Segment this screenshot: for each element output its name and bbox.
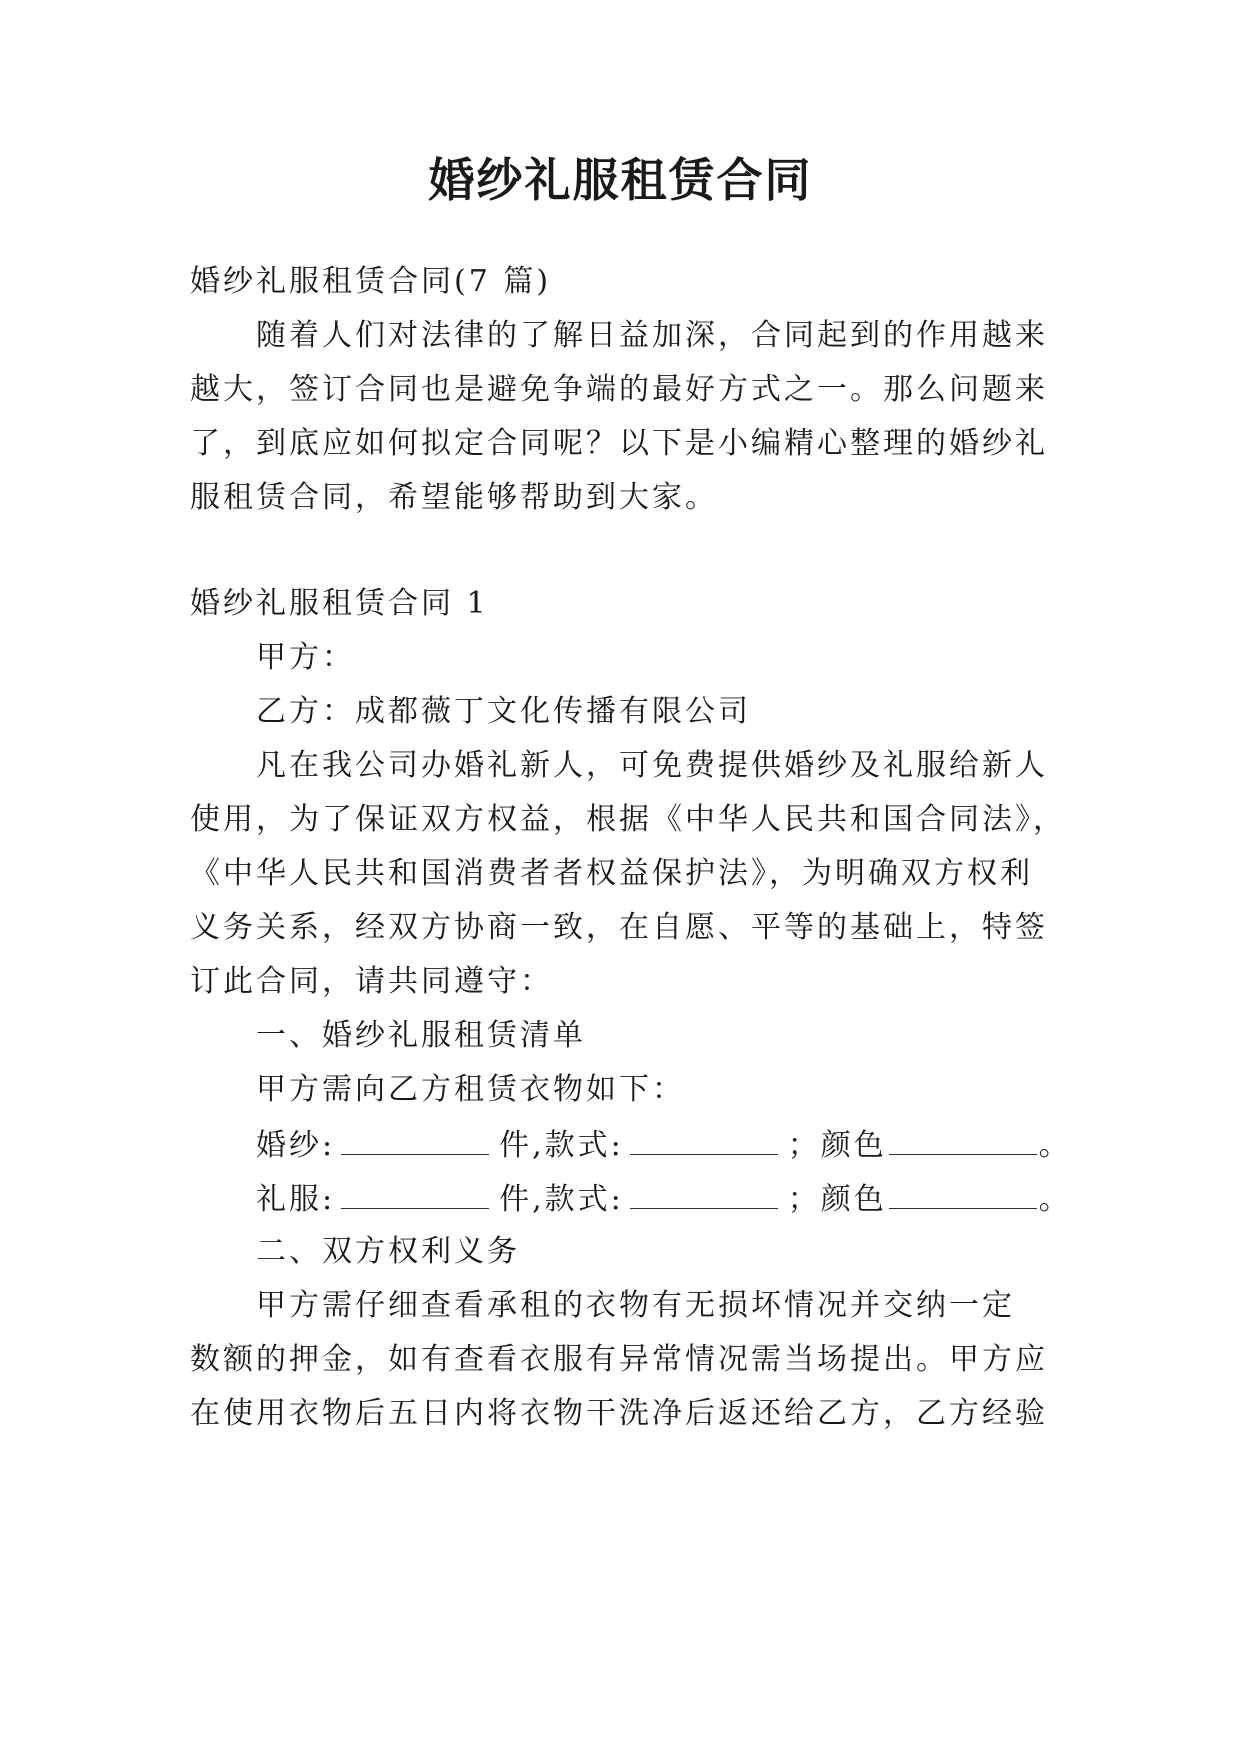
style-blank bbox=[630, 1124, 778, 1155]
clause2-line: 甲方需仔细查看承租的衣物有无损坏情况并交纳一定 bbox=[256, 1288, 1015, 1323]
color-blank bbox=[889, 1124, 1037, 1155]
rental-color-label: ；颜色 bbox=[787, 1128, 887, 1163]
clause1-text: 甲方需向乙方租赁衣物如下： bbox=[256, 1072, 685, 1107]
style-blank bbox=[630, 1178, 778, 1209]
subtitle: 婚纱礼服租赁合同(7 篇) bbox=[190, 264, 552, 299]
rental-row bbox=[256, 1178, 1072, 1220]
quantity-blank bbox=[341, 1124, 489, 1155]
party-a-label: 甲方： bbox=[256, 640, 355, 675]
clause1-heading: 一、婚纱礼服租赁清单 bbox=[256, 1018, 586, 1053]
preamble-line: 《中华人民共和国消费者者权益保护法》，为明确双方权利 bbox=[190, 856, 1033, 891]
clause2-line: 数额的押金，如有查看衣服有异常情况需当场提出。甲方应 bbox=[190, 1342, 1048, 1377]
intro-line: 随着人们对法律的了解日益加深，合同起到的作用越来 bbox=[256, 318, 1048, 353]
preamble-line: 使用，为了保证双方权益，根据《中华人民共和国合同法》， bbox=[190, 802, 1066, 837]
preamble-line: 订此合同，请共同遵守： bbox=[190, 964, 553, 999]
intro-line: 服租赁合同，希望能够帮助到大家。 bbox=[190, 480, 718, 515]
document-title: 婚纱礼服租赁合同 bbox=[428, 153, 813, 207]
clause2-heading: 二、双方权利义务 bbox=[256, 1234, 520, 1269]
preamble-line: 义务关系，经双方协商一致，在自愿、平等的基础上，特签 bbox=[190, 910, 1048, 945]
quantity-blank bbox=[341, 1178, 489, 1209]
intro-line: 了，到底应如何拟定合同呢？以下是小编精心整理的婚纱礼 bbox=[190, 426, 1048, 461]
rental-unit-label: 件,款式: bbox=[499, 1128, 624, 1163]
row-end-mark: 。 bbox=[1038, 1182, 1072, 1217]
section-heading: 婚纱礼服租赁合同 1 bbox=[190, 586, 489, 621]
party-b-label: 乙方：成都薇丁文化传播有限公司 bbox=[256, 694, 751, 729]
intro-line: 越大，签订合同也是避免争端的最好方式之一。那么问题来 bbox=[190, 372, 1048, 407]
preamble-line: 凡在我公司办婚礼新人，可免费提供婚纱及礼服给新人 bbox=[256, 748, 1048, 783]
color-blank bbox=[889, 1178, 1037, 1209]
clause2-line: 在使用衣物后五日内将衣物干洗净后返还给乙方，乙方经验 bbox=[190, 1396, 1048, 1431]
rental-unit-label: 件,款式: bbox=[499, 1182, 624, 1217]
rental-item-label: 婚纱: bbox=[256, 1128, 336, 1163]
rental-color-label: ；颜色 bbox=[787, 1182, 887, 1217]
row-end-mark: 。 bbox=[1038, 1128, 1072, 1163]
rental-item-label: 礼服: bbox=[256, 1182, 336, 1217]
rental-row bbox=[256, 1124, 1072, 1166]
